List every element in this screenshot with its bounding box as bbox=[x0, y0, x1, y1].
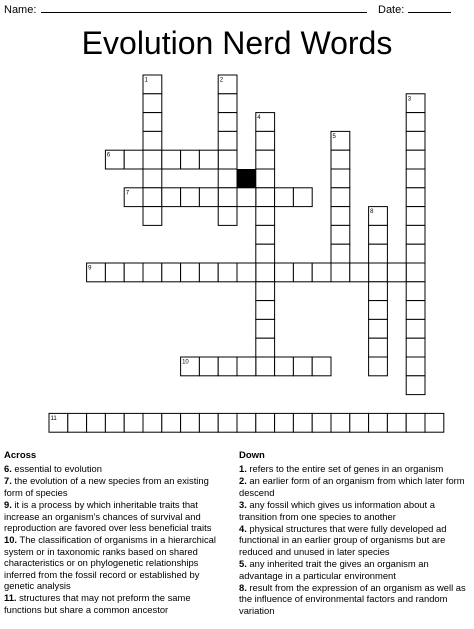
grid-cell[interactable] bbox=[143, 413, 162, 432]
grid-cell[interactable] bbox=[369, 282, 388, 301]
clue-number: 6. bbox=[4, 463, 12, 474]
grid-cell[interactable] bbox=[218, 94, 237, 113]
grid-cell[interactable] bbox=[387, 413, 406, 432]
grid-cell[interactable] bbox=[331, 244, 350, 263]
clue-number: 7. bbox=[4, 475, 12, 487]
grid-cell[interactable] bbox=[199, 357, 218, 376]
down-clue-4 bbox=[239, 523, 469, 557]
clue-number-label: 6 bbox=[106, 152, 111, 159]
clue-number-label: 7 bbox=[125, 190, 130, 197]
grid-cell[interactable] bbox=[312, 413, 331, 432]
grid-cell[interactable] bbox=[124, 413, 143, 432]
clue-number-label: 10 bbox=[182, 359, 189, 366]
grid-cell[interactable] bbox=[256, 131, 275, 150]
grid-cell[interactable] bbox=[331, 188, 350, 207]
clue-text: the evolution of a new species from an existing form of species bbox=[4, 475, 209, 498]
grid-cell[interactable] bbox=[331, 263, 350, 282]
grid-cell[interactable] bbox=[218, 263, 237, 282]
grid-cell[interactable] bbox=[256, 301, 275, 320]
grid-cell[interactable] bbox=[275, 263, 294, 282]
grid-cell[interactable] bbox=[406, 113, 425, 132]
grid-cell[interactable] bbox=[256, 150, 275, 169]
clue-text: any inherited trait the gives an organism an advantage in a particular environment bbox=[239, 558, 429, 581]
grid-cell[interactable] bbox=[105, 263, 124, 282]
grid-cell[interactable] bbox=[406, 338, 425, 357]
grid-cell[interactable] bbox=[105, 413, 124, 432]
grid-cell[interactable] bbox=[218, 150, 237, 169]
grid-cell[interactable] bbox=[331, 225, 350, 244]
clue-number: 9. bbox=[4, 499, 12, 511]
clue-number-label: 1 bbox=[144, 77, 148, 84]
grid-cell[interactable] bbox=[331, 150, 350, 169]
clue-number-label: 5 bbox=[332, 133, 336, 140]
grid-cell[interactable] bbox=[406, 319, 425, 338]
down-clue-5 bbox=[239, 558, 469, 581]
clue-number: 10. bbox=[4, 534, 18, 546]
clue-text: refers to the entire set of genes in an organism bbox=[246, 463, 444, 474]
clue-number: 4. bbox=[239, 523, 247, 535]
clue-text: The classification of organisms in a hierarchical system or in taxonomic ranks based on shared characteristics or on phylogenetic relationships inferred from the fossil record or established by genetic analysis bbox=[4, 534, 216, 592]
grid-cell[interactable] bbox=[406, 413, 425, 432]
grid-cell[interactable] bbox=[256, 282, 275, 301]
grid-cell[interactable] bbox=[331, 169, 350, 188]
grid-cell[interactable] bbox=[406, 282, 425, 301]
grid-cell[interactable] bbox=[369, 413, 388, 432]
grid-cell[interactable] bbox=[275, 357, 294, 376]
grid-cell[interactable] bbox=[406, 301, 425, 320]
grid-cell[interactable] bbox=[162, 263, 181, 282]
grid-cell[interactable] bbox=[293, 263, 312, 282]
clue-text: any fossil which gives us information about a transition from one species to another bbox=[239, 499, 435, 522]
clue-text: essential to evolution bbox=[11, 463, 102, 474]
grid-cell[interactable] bbox=[369, 244, 388, 263]
grid-cell[interactable] bbox=[406, 207, 425, 226]
clue-number-label: 2 bbox=[219, 77, 224, 84]
grid-cell[interactable] bbox=[369, 338, 388, 357]
grid-cell[interactable] bbox=[406, 357, 425, 376]
grid-cell[interactable] bbox=[218, 113, 237, 132]
grid-cell[interactable] bbox=[369, 357, 388, 376]
grid-cell[interactable] bbox=[87, 413, 106, 432]
grid-cell[interactable] bbox=[199, 150, 218, 169]
grid-cell[interactable] bbox=[406, 263, 425, 282]
grid-cell[interactable] bbox=[425, 413, 444, 432]
grid-cell[interactable] bbox=[369, 263, 388, 282]
across-clues bbox=[4, 463, 230, 616]
clue-number-label: 9 bbox=[88, 265, 92, 272]
grid-cell[interactable] bbox=[237, 188, 256, 207]
grid-cell[interactable] bbox=[406, 244, 425, 263]
down-clue-2 bbox=[239, 475, 469, 498]
across-clue-6 bbox=[4, 463, 230, 474]
grid-cell[interactable] bbox=[369, 301, 388, 320]
grid-cell[interactable] bbox=[68, 413, 87, 432]
clue-text: it is a process by which inheritable traits that increase an organism's chances of survival and reproduction are favored over less beneficial traits bbox=[4, 499, 212, 534]
grid-cell[interactable] bbox=[350, 263, 369, 282]
grid-cell[interactable] bbox=[275, 413, 294, 432]
across-heading: Across bbox=[4, 450, 37, 461]
grid-cell[interactable] bbox=[293, 188, 312, 207]
grid-cell[interactable] bbox=[406, 376, 425, 395]
across-clue-11 bbox=[4, 592, 230, 615]
grid-cell[interactable] bbox=[256, 357, 275, 376]
grid-cell[interactable] bbox=[256, 225, 275, 244]
grid-cell[interactable] bbox=[181, 413, 200, 432]
grid-cell[interactable] bbox=[350, 413, 369, 432]
grid-cell[interactable] bbox=[387, 263, 406, 282]
clue-number-label: 11 bbox=[50, 415, 57, 422]
clue-text: an earlier form of an organism from which later form descend bbox=[239, 475, 465, 498]
across-clue-9 bbox=[4, 499, 230, 533]
grid-cell[interactable] bbox=[256, 188, 275, 207]
grid-cell[interactable] bbox=[143, 113, 162, 132]
grid-cell[interactable] bbox=[369, 319, 388, 338]
clue-number: 1. bbox=[239, 463, 247, 474]
grid-cell[interactable] bbox=[406, 150, 425, 169]
grid-cell[interactable] bbox=[293, 357, 312, 376]
down-clue-3 bbox=[239, 499, 469, 522]
grid-cell[interactable] bbox=[369, 225, 388, 244]
grid-cell[interactable] bbox=[256, 319, 275, 338]
grid-cell[interactable] bbox=[199, 188, 218, 207]
grid-cell[interactable] bbox=[406, 225, 425, 244]
grid-cell[interactable] bbox=[406, 169, 425, 188]
grid-cell[interactable] bbox=[331, 207, 350, 226]
black-square bbox=[237, 169, 256, 188]
grid-cell[interactable] bbox=[143, 169, 162, 188]
clue-number-label: 3 bbox=[407, 96, 412, 103]
grid-cell[interactable] bbox=[256, 169, 275, 188]
grid-cell[interactable] bbox=[218, 131, 237, 150]
grid-cell[interactable] bbox=[162, 413, 181, 432]
page-title: Evolution Nerd Words bbox=[81, 25, 393, 61]
clue-text: result from the expression of an organism as well as the influence of environmental factors and random variation bbox=[239, 582, 466, 616]
grid-cell[interactable] bbox=[143, 150, 162, 169]
grid-cell[interactable] bbox=[143, 188, 162, 207]
name-label: Name: bbox=[4, 4, 37, 16]
grid-cell[interactable] bbox=[143, 131, 162, 150]
grid-cell[interactable] bbox=[237, 263, 256, 282]
grid-cell[interactable] bbox=[143, 94, 162, 113]
grid-cell[interactable] bbox=[181, 263, 200, 282]
grid-cell[interactable] bbox=[331, 413, 350, 432]
across-clue-7 bbox=[4, 475, 230, 498]
grid-cell[interactable] bbox=[199, 263, 218, 282]
clue-number-label: 4 bbox=[257, 115, 261, 122]
clue-number: 11. bbox=[4, 592, 17, 604]
clue-text: physical structures that were fully developed ad functional in an earlier group of organisms but are reduced and unused in later species bbox=[239, 523, 447, 557]
grid-cell[interactable] bbox=[256, 244, 275, 263]
across-clue-10 bbox=[4, 534, 230, 591]
grid-cell[interactable] bbox=[218, 357, 237, 376]
grid-cell[interactable] bbox=[218, 413, 237, 432]
grid-cell[interactable] bbox=[237, 357, 256, 376]
grid-cell[interactable] bbox=[293, 413, 312, 432]
down-heading: Down bbox=[239, 450, 265, 461]
grid-cell[interactable] bbox=[275, 188, 294, 207]
down-clue-8 bbox=[239, 582, 469, 616]
grid-cell[interactable] bbox=[181, 150, 200, 169]
grid-cell[interactable] bbox=[124, 263, 143, 282]
grid-cell[interactable] bbox=[143, 207, 162, 226]
clue-number: 5. bbox=[239, 558, 247, 570]
date-label: Date: bbox=[378, 4, 405, 16]
grid-cell[interactable] bbox=[312, 357, 331, 376]
grid-cell[interactable] bbox=[406, 188, 425, 207]
clue-number: 3. bbox=[239, 499, 247, 511]
grid-cell[interactable] bbox=[237, 413, 256, 432]
grid-cell[interactable] bbox=[181, 188, 200, 207]
grid-cell[interactable] bbox=[256, 263, 275, 282]
grid-cell[interactable] bbox=[124, 150, 143, 169]
grid-cell[interactable] bbox=[143, 263, 162, 282]
grid-cell[interactable] bbox=[218, 207, 237, 226]
grid-cell[interactable] bbox=[162, 150, 181, 169]
down-clue-1 bbox=[239, 463, 469, 474]
clue-text: structures that may not preform the same functions but share a common ancestor bbox=[4, 592, 191, 615]
grid-cell[interactable] bbox=[406, 131, 425, 150]
down-clues bbox=[239, 463, 469, 617]
grid-cell[interactable] bbox=[256, 413, 275, 432]
clue-number-label: 8 bbox=[370, 209, 374, 216]
grid-cell[interactable] bbox=[162, 188, 181, 207]
grid-cell[interactable] bbox=[218, 169, 237, 188]
grid-cell[interactable] bbox=[312, 263, 331, 282]
clue-number: 8. bbox=[239, 582, 247, 594]
grid-cell[interactable] bbox=[256, 207, 275, 226]
grid-cell[interactable] bbox=[199, 413, 218, 432]
grid-cell[interactable] bbox=[218, 188, 237, 207]
grid-cell[interactable] bbox=[256, 338, 275, 357]
clue-number: 2. bbox=[239, 475, 247, 487]
